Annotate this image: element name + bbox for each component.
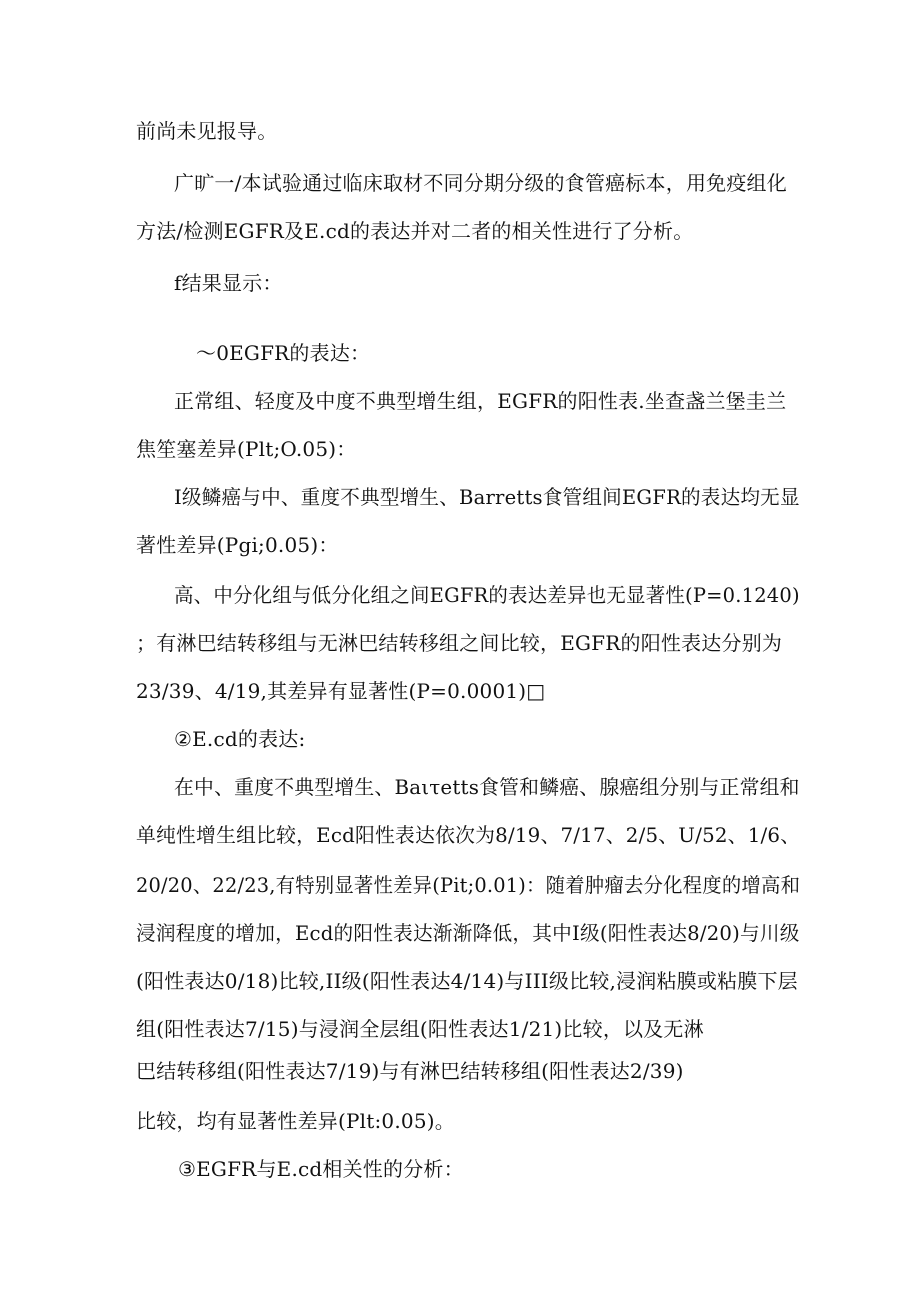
- text-line-13: ②E.cd的表达:: [174, 727, 306, 751]
- text-line-8: I级鳞癌与中、重度不典型增生、Barretts食管组间EGFR的表达均无显: [174, 485, 800, 509]
- text-line-14: 在中、重度不典型增生、Baιτetts食管和鳞癌、腺癌组分别与正常组和: [174, 775, 800, 799]
- text-line-21: 比较，均有显著性差异(Plt:0.05)。: [136, 1109, 455, 1133]
- text-line-9: 著性差异(Pgi;0.05)：: [136, 533, 339, 557]
- text-line-3: 方法/检测EGFR及E.cd的表达并对二者的相关性进行了分析。: [136, 219, 694, 243]
- text-line-18: (阳性表达0/18)比较,II级(阳性表达4/14)与III级比较,浸润粘膜或粘膜下层: [136, 969, 798, 993]
- text-line-15: 单纯性增生组比较，Ecd阳性表达依次为8/19、7/17、2/5、U/52、1/6、: [136, 823, 801, 847]
- text-line-6: 正常组、轻度及中度不典型增生组，EGFR的阳性表.坐查盏兰堡圭兰: [174, 389, 787, 413]
- text-line-10: 高、中分化组与低分化组之间EGFR的表达差异也无显著性(P=0.1240): [174, 583, 800, 607]
- text-line-4: f结果显示：: [174, 271, 283, 295]
- text-line-7: 焦笙塞差异(Plt;O.05)：: [136, 437, 357, 461]
- text-line-20: 巴结转移组(阳性表达7/19)与有淋巴结转移组(阳性表达2/39): [136, 1059, 684, 1083]
- text-line-1: 前尚未见报导。: [136, 119, 278, 143]
- text-line-16: 20/20、22/23,有特别显著性差异(Pit;0.01)：随着肿瘤去分化程度的增高和: [136, 873, 801, 897]
- text-line-19: 组(阳性表达7/15)与浸润全层组(阳性表达1/21)比较，以及无淋: [136, 1017, 704, 1041]
- text-line-2: 广旷一/本试验通过临床取材不同分期分级的食管癌标本，用免疫组化: [174, 171, 787, 195]
- text-line-17: 浸润程度的增加，Ecd的阳性表达渐渐降低，其中I级(阳性表达8/20)与川级: [136, 921, 800, 945]
- text-line-22: ③EGFR与E.cd相关性的分析：: [178, 1157, 464, 1181]
- text-line-11: ；有淋巴结转移组与无淋巴结转移组之间比较，EGFR的阳性表达分别为: [136, 631, 783, 655]
- text-line-5: ～0EGFR的表达：: [196, 341, 371, 365]
- text-line-12: 23/39、4/19,其差异有显著性(P=0.0001)□: [136, 679, 546, 703]
